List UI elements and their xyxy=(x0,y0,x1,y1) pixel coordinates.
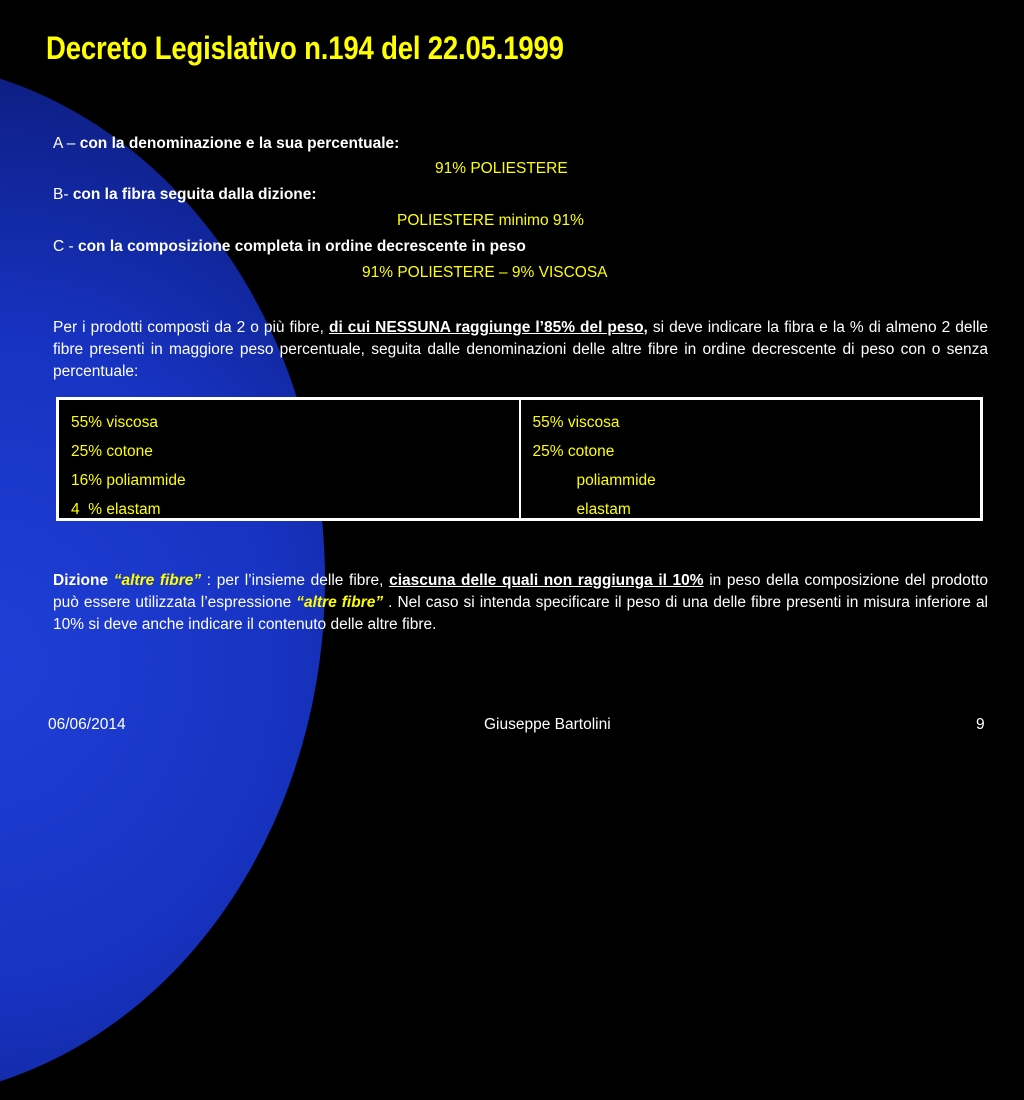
paragraph2-quote2: “altre fibre” xyxy=(296,594,384,611)
paragraph2-quote1: “altre fibre” xyxy=(113,572,202,589)
option-c-prefix: C - xyxy=(53,238,78,255)
option-a-text: con la denominazione e la sua percentuale: xyxy=(79,135,400,152)
table-cell: poliammide xyxy=(576,472,656,489)
table-column-left xyxy=(59,400,519,518)
option-a xyxy=(53,135,399,153)
option-b-result: POLIESTERE minimo 91% xyxy=(397,212,584,229)
paragraph2-mid1: : per l’insieme delle fibre, xyxy=(201,572,390,589)
paragraph-multi-fibre xyxy=(53,317,988,383)
paragraph1-after: si deve indicare la fibra e la % di almeno 2 delle fibre presenti in maggiore peso percentuale, seguita dalle denominazioni delle altre fibre in ordine decrescente di peso con o senza percentuale: xyxy=(53,319,989,380)
paragraph-altre-fibre xyxy=(53,570,988,636)
table-cell: 55% viscosa xyxy=(532,414,620,431)
option-b-prefix: B- xyxy=(53,186,73,203)
table-cell: 16% poliammide xyxy=(71,472,186,489)
table-cell: 4 % elastam xyxy=(71,501,161,518)
paragraph2-end: . Nel caso si intenda specificare il peso di una delle fibre presenti in misura inferiore al 10% si deve anche indicare il contenuto delle altre fibre. xyxy=(53,594,989,633)
paragraph2-mid2: in peso della composizione del prodotto può essere utilizzata l’espressione xyxy=(53,572,989,611)
option-c-result: 91% POLIESTERE – 9% VISCOSA xyxy=(362,264,608,281)
option-c xyxy=(53,238,526,256)
slide-title: Decreto Legislativo n.194 del 22.05.1999 xyxy=(46,30,564,66)
table-cell: 25% cotone xyxy=(532,443,615,460)
paragraph1-underlined: di cui NESSUNA raggiunge l’85% del peso, xyxy=(329,319,648,336)
table-cell: 25% cotone xyxy=(71,443,153,460)
paragraph2-underlined: ciascuna delle quali non raggiunga il 10% xyxy=(389,572,704,589)
footer-page-number: 9 xyxy=(976,716,985,733)
paragraph1-before: Per i prodotti composti da 2 o più fibre, xyxy=(53,319,329,336)
option-a-prefix: A – xyxy=(53,135,80,152)
table-column-right xyxy=(519,400,981,518)
table-cell: 55% viscosa xyxy=(71,414,159,431)
composition-table xyxy=(56,397,983,521)
option-a-result: 91% POLIESTERE xyxy=(435,160,568,177)
option-b xyxy=(53,186,317,204)
paragraph2-label: Dizione xyxy=(53,572,114,589)
option-c-text: con la composizione completa in ordine decrescente in peso xyxy=(77,238,526,255)
table-cell: elastam xyxy=(576,501,631,518)
footer-date: 06/06/2014 xyxy=(48,716,126,733)
footer-author: Giuseppe Bartolini xyxy=(484,716,611,733)
option-b-text: con la fibra seguita dalla dizione: xyxy=(72,186,317,203)
